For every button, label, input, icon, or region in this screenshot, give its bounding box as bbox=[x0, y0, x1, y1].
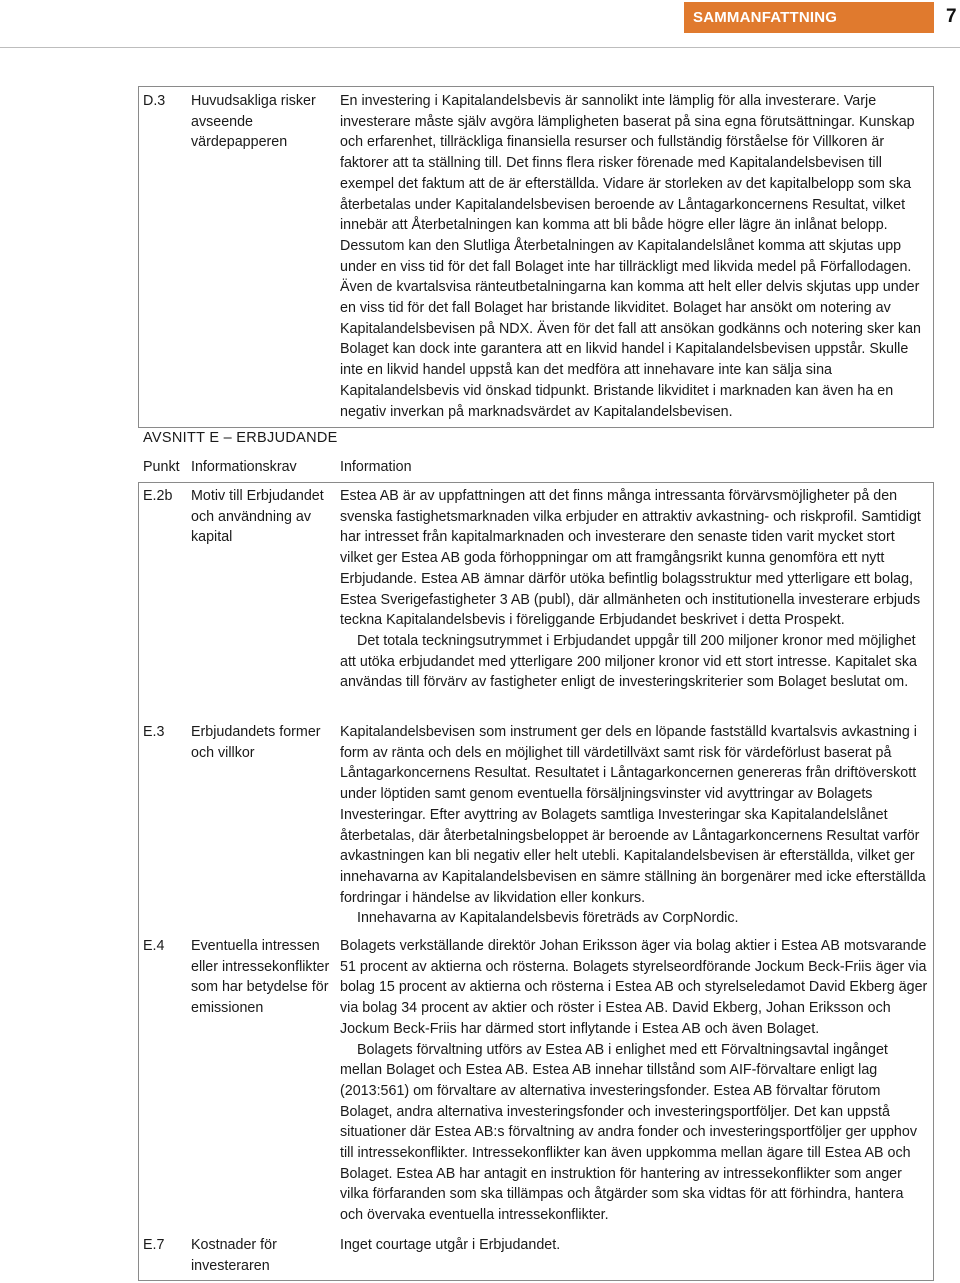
column-header-code: Punkt bbox=[143, 459, 180, 475]
column-header-label: Informationskrav bbox=[191, 459, 297, 475]
row-code: E.7 bbox=[143, 1237, 165, 1253]
header-rule bbox=[0, 47, 960, 48]
row-label: Huvudsakliga risker avseende värdepapperen bbox=[191, 93, 316, 151]
row-information bbox=[340, 91, 928, 422]
paragraph: En investering i Kapitalandelsbevis är sannolikt inte lämplig för alla investerare. Varje investerare måste själv avgöra lämpligheten baserat på sina egna förutsättningar. Kunskap och erfarenhet, tillräckliga finansiella resurser och fullständig förståelse för Villkoren är faktorer att ta ställning till. Det finns flera risker förenade med Kapitalandelsbevisen till exempel det faktum att de är efterställda. Vidare är storleken av det kapitalbelopp som ska återbetalas under Kapitalandelsbevisen beroende av Låntagarkoncernens Resultat, vilket innebär att Återbetalningen kan komma att bli både högre eller lägre än inlånat belopp. Dessutom kan den Slutliga Återbetalningen av Kapitalandelslånet komma att skjutas upp under en viss tid för det fall Bolaget inte har tillräckligt med likvida medel på Förfallodagen. Även de kvartalsvisa ränteutbetalningarna kan komma att helt eller delvis skjutas upp under en viss tid för det fall Bolaget har bristande likviditet. Bolaget har ansökt om notering av Kapitalandelsbevisen på NDX. Även för det fall att ansökan godkänns och notering sker kan Bolaget kan dock inte garantera att en likvid handel i Kapitalandelsbevisen uppstår. Skulle inte en likvid handel uppstå kan det medföra att innehavare inte kan sälja sina Kapitalandelsbevis vid önskad tidpunkt. Bristande likviditet i marknaden kan även ha en negativ inverkan på marknadsvärdet av Kapitalandelsbevisen. bbox=[340, 93, 921, 420]
paragraph: Det totala teckningsutrymmet i Erbjudandet uppgår till 200 miljoner kronor med möjlighet att utöka erbjudandet med ytterligare 200 miljoner kronor vid ett stort intresse. Kapitalet ska användas till förvärv av fastigheter enligt de investeringskriterier som Bolaget beslutat om. bbox=[340, 632, 917, 691]
row-information bbox=[340, 1235, 928, 1256]
paragraph: Inget courtage utgår i Erbjudandet. bbox=[340, 1237, 561, 1253]
row-information bbox=[340, 486, 928, 693]
row-code: E.3 bbox=[143, 724, 165, 740]
row-code: D.3 bbox=[143, 93, 166, 109]
row-code: E.4 bbox=[143, 938, 165, 954]
section-title: AVSNITT E – ERBJUDANDE bbox=[143, 430, 338, 446]
paragraph: Innehavarna av Kapitalandelsbevis företräds av CorpNordic. bbox=[357, 910, 739, 927]
row-label: Eventuella intressen eller intressekonflikter som har betydelse för emissionen bbox=[191, 938, 330, 1017]
paragraph: Bolagets förvaltning utförs av Estea AB i enlighet med ett Förvaltningsavtal ingånget mellan Bolaget och Estea AB. Estea AB innehar tillstånd som AIF-förvaltare enligt lag (2013:561) om förvaltare av alternativa investeringsfonder. Estea AB förvaltar förutom Bolaget, andra alternativa investeringsfonder och investeringsportföljer. Det kan uppstå situationer där Estea AB:s förvaltning av andra fonder och investeringsportföljer ger upphov till intressekonflikter. Intressekonflikter kan även uppkomma mellan ägare till Estea AB och Bolaget. Estea AB har antagit en instruktion för hantering av intressekonflikter som anger vilka förfaranden som ska tillämpas och åtgärder som ska vidtas för att förhindra, hantera och övervaka eventuella intressekonflikter. bbox=[340, 1041, 917, 1224]
row-code: E.2b bbox=[143, 488, 173, 504]
section-tag: SAMMANFATTNING bbox=[684, 2, 934, 33]
row-label: Motiv till Erbjudandet och användning av kapital bbox=[191, 488, 324, 546]
paragraph: Kapitalandelsbevisen som instrument ger dels en löpande fastställd kvartalsvis avkastning i form av ränta och dels en möjlighet till värdetillväxt samt risk för värdeförlust baserat på Låntagarkoncernens Resultat. Resultatet i Låntagarkoncernen genereras från driftöverskott under löptiden samt genom eventuella försäljningsvinster vid avyttringar av Bolagets Investeringar. Efter avyttring av Bolagets samtliga Investeringar ska Kapitalandelslånet återbetalas, där återbetalningsbeloppet är beroende av Låntagarkoncernens Resultat varför avkastningen kan bli negativ eller helt utebli. Kapitalandelsbevisen är efterställda, vilket ger innehavarna av Kapitalandelsbevisen en sämre ställning än borgenärer med icke efterställda fordringar i händelse av likvidation eller konkurs. bbox=[340, 724, 926, 906]
paragraph: Estea AB är av uppfattningen att det finns många intressanta förvärvsmöjligheter på den svenska fastighetsmarknaden vilka erbjuder en attraktiv avkastning- och riskprofil. Samtidigt har intresset från kapitalmarknaden och investerare den senaste tiden varit mycket stort vilket ger Estea AB goda förhoppningar om att framgångsrikt kunna genomföra ett nytt Erbjudande. Estea AB ämnar därför utöka befintlig bolagsstruktur med ytterligare ett bolag, Estea Sverigefastigheter 3 AB (publ), där allmänheten och institutionella investerare erbjuds teckna Kapitalandelsbevis i föreliggande Erbjudandet beskrivet i detta Prospekt. bbox=[340, 488, 921, 629]
row-label: Erbjudandets former och villkor bbox=[191, 724, 321, 761]
column-header-info: Information bbox=[340, 459, 412, 475]
paragraph: Bolagets verkställande direktör Johan Eriksson äger via bolag aktier i Estea AB motsvarande 51 procent av aktierna och rösterna. Bolagets styrelseordförande Jockum Beck-Friis äger via bolag 15 procent av aktierna och rösterna i Estea AB och styrelseledamot David Ekberg äger via bolag 34 procent av aktier och röster i Estea AB. David Ekberg, Johan Eriksson och Jockum Beck-Friis har därmed stort inflytande i Estea AB och även Bolaget. bbox=[340, 938, 928, 1037]
page-number: 7 bbox=[946, 6, 957, 27]
row-information bbox=[340, 722, 928, 929]
row-label: Kostnader för investeraren bbox=[191, 1237, 277, 1274]
row-information bbox=[340, 936, 928, 1226]
